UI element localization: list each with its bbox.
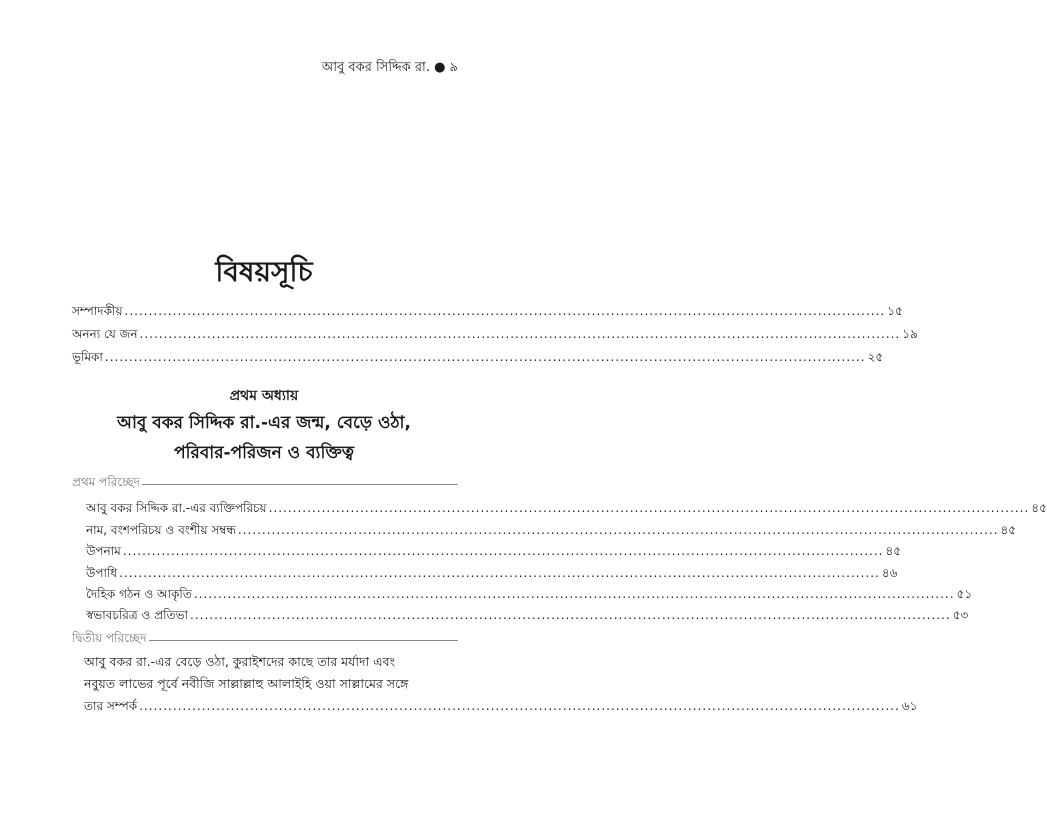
toc-entry-label: স্বভাবচরিত্র ও প্রতিভা [86, 608, 189, 622]
chapter-label: প্রথম অধ্যায় [229, 388, 299, 404]
running-head: আবু বকর সিদ্দিক রা. ● ৯ [321, 60, 458, 75]
toc-entry-label: উপাধি [86, 566, 118, 580]
toc-entry-label: দৈহিক গঠন ও আকৃতি [86, 587, 192, 601]
toc-entry[interactable] [86, 522, 1017, 542]
toc-entry-label: ভূমিকা [72, 350, 103, 364]
toc-entry-label: সম্পাদকীয় [72, 304, 123, 318]
toc-entry-label: অনন্য যে জন [72, 327, 138, 341]
chapter-title-line: পরিবার-পরিজন ও ব্যক্তিত্ব [174, 443, 354, 463]
leader-dots: .............................................................................................................................................................. [124, 304, 886, 318]
leader-dots: .............................................................................................................................................................. [139, 327, 901, 341]
toc-entry-page: ২৫ [867, 350, 884, 364]
toc-entry[interactable] [72, 349, 884, 369]
toc-entry-page: ১৯ [902, 327, 918, 341]
toc-entry[interactable] [72, 326, 918, 346]
section-heading [72, 630, 458, 650]
leader-dots: .............................................................................................................................................................. [268, 501, 1030, 515]
toc-entry[interactable] [86, 500, 1047, 520]
chapter-title-line: আবু বকর সিদ্দিক রা.-এর জন্ম, বেড়ে ওঠা, [117, 413, 411, 433]
toc-entry[interactable] [86, 543, 902, 563]
toc-entry-label: তার সম্পর্ক [84, 699, 138, 713]
toc-entry-label: নাম, বংশপরিচয় ও বংশীয় সম্বন্ধ [86, 523, 236, 537]
toc-entry[interactable] [86, 586, 973, 606]
toc-title: বিষয়সূচি [215, 255, 313, 288]
leader-dots: .............................................................................................................................................................. [104, 350, 866, 364]
leader-dots: .............................................................................................................................................................. [190, 608, 951, 622]
toc-entry-page: ৫১ [956, 587, 973, 601]
toc-entry[interactable] [86, 565, 898, 585]
toc-entry-text-line: আবু বকর রা.-এর বেড়ে ওঠা, কুরাইশদের কাছে তার মর্যাদা এবং [84, 654, 395, 669]
toc-entry-page: ৫৩ [952, 608, 969, 622]
toc-entry-text-line: নবুয়ত লাভের পূর্বে নবীজি সাল্লাল্লাহু আলাইহি ওয়া সাল্লামের সঙ্গে [84, 676, 409, 691]
section-heading-text: দ্বিতীয় পরিচ্ছেদ [72, 631, 147, 645]
toc-entry-page: ৪৫ [885, 544, 902, 558]
toc-entry-page: ৬১ [901, 699, 918, 713]
toc-entry-page: ৪৫ [1031, 501, 1047, 515]
leader-dots: .............................................................................................................................................................. [122, 544, 884, 558]
section-rule [142, 484, 458, 485]
toc-entry-page: ৪৬ [881, 566, 898, 580]
section-rule [149, 640, 458, 641]
toc-entry-page: ১৫ [887, 304, 903, 318]
leader-dots: .............................................................................................................................................................. [193, 587, 955, 601]
leader-dots: .............................................................................................................................................................. [237, 523, 999, 537]
toc-entry[interactable] [72, 303, 903, 323]
leader-dots: .............................................................................................................................................................. [119, 566, 880, 580]
section-heading [72, 474, 458, 494]
toc-entry[interactable] [84, 698, 918, 718]
section-heading-text: প্রথম পরিচ্ছেদ [72, 475, 140, 489]
toc-entry-label: আবু বকর সিদ্দিক রা.-এর ব্যক্তিপরিচয় [86, 501, 267, 515]
toc-entry-page: ৪৫ [1000, 523, 1017, 537]
leader-dots: .............................................................................................................................................................. [139, 699, 900, 713]
toc-entry-label: উপনাম [86, 544, 121, 558]
toc-entry[interactable] [86, 607, 969, 627]
